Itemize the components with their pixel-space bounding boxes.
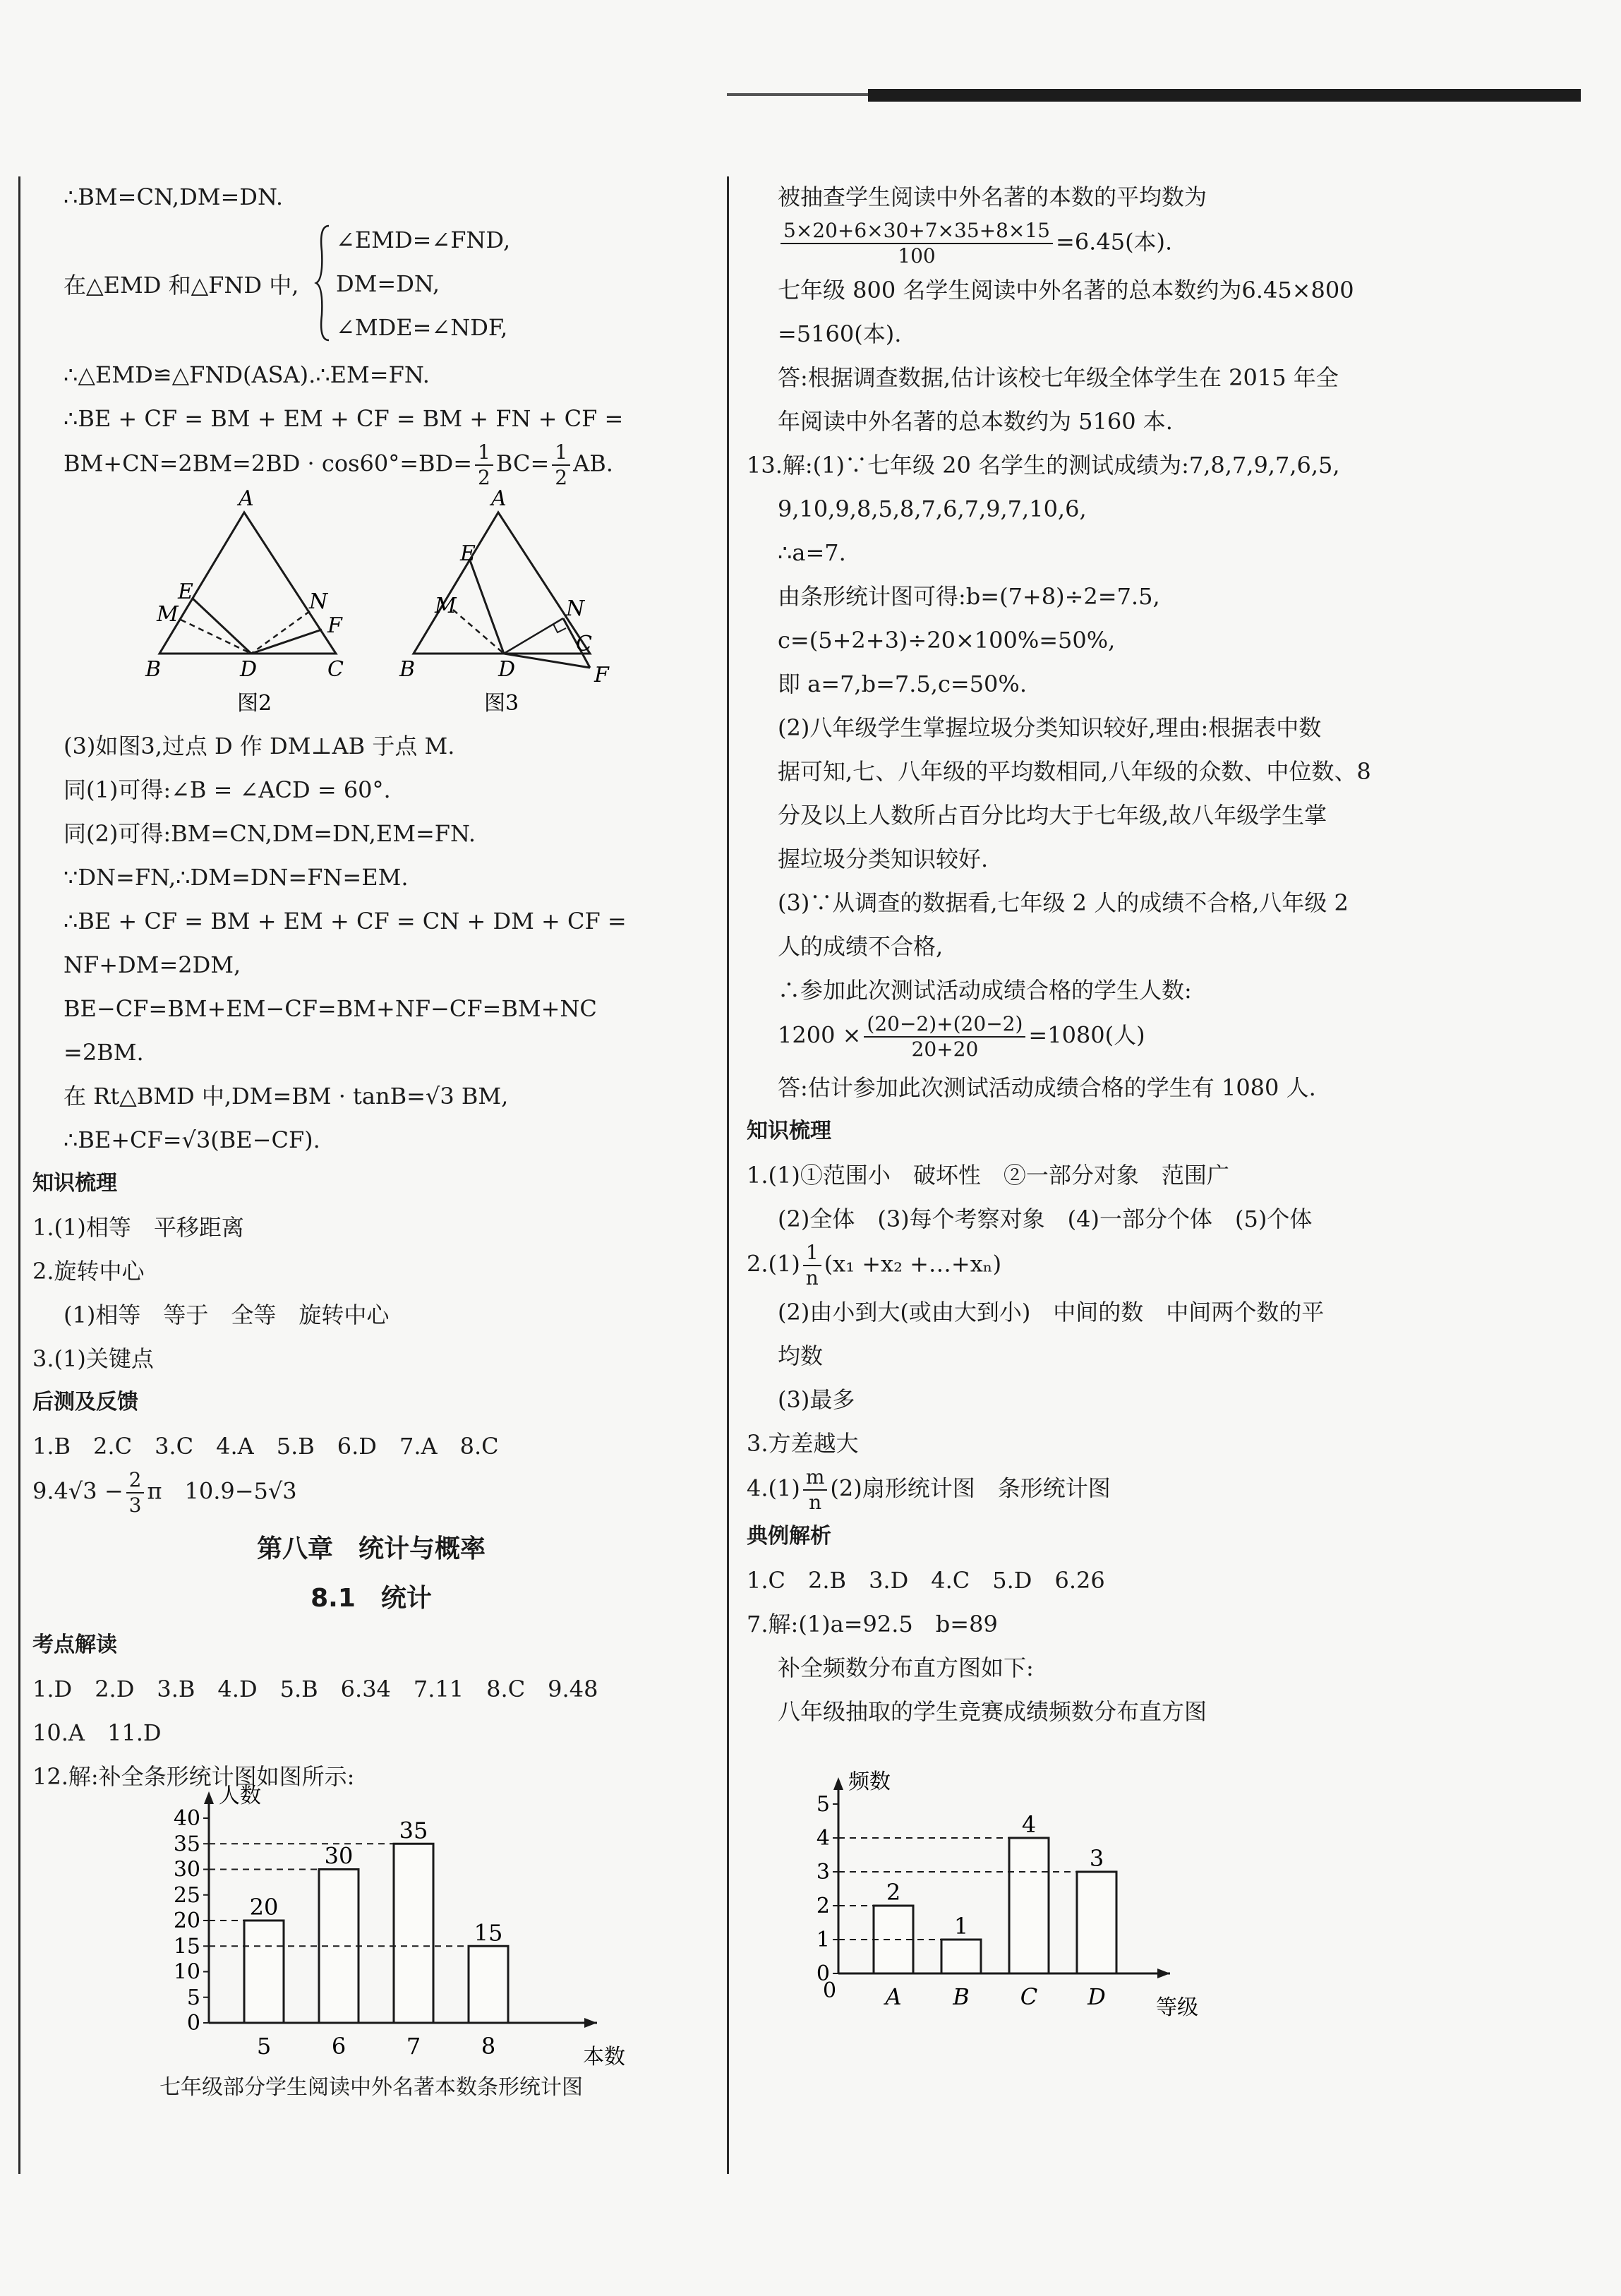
bar-chart-grade7 — [32, 1784, 710, 2074]
x-tick-label: D — [1087, 1983, 1106, 2010]
text-line: ∴a=7. — [778, 539, 846, 566]
left-brace-icon — [315, 223, 330, 343]
answer-line: 12.解:补全条形统计图如图所示: — [32, 1763, 355, 1790]
y-axis-label: 人数 — [219, 1784, 261, 1808]
svg-text:D: D — [498, 657, 516, 682]
text-line: 3.方差越大 — [747, 1430, 859, 1457]
system-line: DM=DN, — [336, 270, 440, 297]
system-prefix: 在△EMD 和△FND 中, — [64, 272, 299, 299]
y-tick-label: 2 — [816, 1894, 830, 1918]
section-title: 8.1 统计 — [311, 1584, 432, 1613]
y-tick-label: 25 — [173, 1882, 200, 1908]
svg-text:D: D — [240, 657, 258, 682]
text-line: (1)相等 等于 全等 旋转中心 — [64, 1302, 390, 1328]
data-label: 4 — [1021, 1811, 1037, 1838]
text-line: 2.旋转中心 — [32, 1258, 145, 1285]
text-line: (2)全体 (3)每个考察对象 (4)一部分个体 (5)个体 — [778, 1206, 1313, 1232]
figure-3 — [399, 486, 610, 716]
x-axis-arrow-icon — [584, 2018, 597, 2028]
x-axis-label: 本数 — [583, 2045, 625, 2069]
y-tick-label: 5 — [816, 1792, 830, 1817]
fraction: $\frac{1}{n}$ — [803, 1241, 821, 1290]
fraction: $\frac{m}{n}$ — [803, 1465, 828, 1515]
system-line: ∠EMD=∠FND, — [336, 227, 511, 253]
svg-text:C: C — [576, 632, 592, 656]
system-line: ∠MDE=∠NDF, — [336, 314, 508, 341]
fig2-caption: 图2 — [237, 691, 272, 716]
histogram-grade8 — [747, 1733, 1424, 2020]
text-line: 即 a=7,b=7.5,c=50%. — [778, 671, 1027, 697]
text-line: (3)如图3,过点 D 作 DM⊥AB 于点 M. — [64, 733, 455, 759]
bar — [1009, 1838, 1049, 1973]
text-line: 答:估计参加此次测试活动成绩合格的学生有 1080 人. — [778, 1074, 1316, 1101]
section-heading: 知识梳理 — [32, 1171, 117, 1196]
left-margin-rule — [18, 176, 20, 2174]
y-tick-label: 20 — [173, 1909, 200, 1933]
y-axis-label: 频数 — [848, 1769, 891, 1794]
text-line: (2)由小到大(或由大到小) 中间的数 中间两个数的平 — [778, 1299, 1325, 1326]
text-line: 1.(1)①范围小 破坏性 ②一部分对象 范围广 — [747, 1162, 1229, 1189]
text-line: ∴BM=CN,DM=DN. — [64, 184, 284, 210]
answer-line: 7.解:(1)a=92.5 b=89 — [747, 1611, 998, 1637]
fraction: $\frac{1}{2}$ — [475, 440, 493, 490]
fraction: $\frac{5\times 20+6\times 30+7\times 35+8\times 15}{100}$ — [781, 219, 1053, 268]
svg-text:E: E — [178, 579, 193, 604]
text-line: 均数 — [778, 1342, 824, 1369]
header-rule-thin — [727, 93, 875, 96]
section-heading: 考点解读 — [32, 1633, 117, 1657]
bar — [469, 1946, 508, 2023]
answer-line: 10.A 11.D — [32, 1719, 162, 1746]
y-tick-label: 10 — [173, 1959, 200, 1985]
geometry-figures — [32, 486, 710, 724]
left-column — [32, 169, 710, 2100]
x-axis-label: 等级 — [1156, 1995, 1198, 2020]
svg-text:M: M — [157, 602, 179, 627]
text-line: 年阅读中外名著的总本数约为 5160 本. — [778, 408, 1173, 435]
data-label: 1 — [953, 1913, 969, 1940]
fraction: $\frac{(20-2)+(20-2)}{20+20}$ — [864, 1012, 1025, 1062]
svg-text:B: B — [399, 657, 416, 682]
svg-text:N: N — [309, 589, 328, 614]
y-tick-label: 30 — [173, 1857, 200, 1882]
header-rule — [868, 89, 1581, 102]
text-line: 分及以上人数所占百分比均大于七年级,故八年级学生掌 — [778, 802, 1327, 829]
chart2-title: 八年级抽取的学生竞赛成绩频数分布直方图 — [778, 1698, 1207, 1725]
text-line: ∴BE+CF=√3(BE−CF). — [64, 1126, 320, 1153]
text-line: 握垃圾分类知识较好. — [778, 846, 989, 872]
svg-text:B: B — [145, 657, 162, 682]
bar — [1077, 1872, 1116, 1973]
y-tick-label: 5 — [186, 1985, 200, 2010]
answer-line: 1.D 2.D 3.B 4.D 5.B 6.34 7.11 8.C 9.48 — [32, 1676, 598, 1702]
text-line: 同(1)可得:∠B = ∠ACD = 60°. — [64, 776, 391, 803]
svg-text:N: N — [566, 596, 585, 621]
data-label: 15 — [474, 1919, 503, 1947]
y-tick-label: 40 — [173, 1806, 200, 1831]
y-tick-label: 3 — [816, 1860, 830, 1885]
text-line: ∴参加此次测试活动成绩合格的学生人数: — [778, 977, 1192, 1004]
svg-text:E: E — [460, 541, 476, 566]
text-line: 3.(1)关键点 — [32, 1345, 154, 1372]
text-line: (3)最多 — [778, 1386, 855, 1413]
text-line: 答:根据调查数据,估计该校七年级全体学生在 2015 年全 — [778, 364, 1339, 391]
right-column — [747, 175, 1424, 2020]
text-line: (3)∵从调查的数据看,七年级 2 人的成绩不合格,八年级 2 — [778, 889, 1349, 916]
x-tick-label: 8 — [481, 2033, 496, 2060]
x-axis-arrow-icon — [1157, 1969, 1170, 1978]
y-tick-label: 4 — [816, 1826, 830, 1851]
section-heading: 后测及反馈 — [32, 1390, 138, 1414]
bar — [394, 1844, 433, 2023]
data-label: 20 — [249, 1894, 279, 1921]
text-line: =2BM. — [64, 1039, 144, 1066]
x-tick-label: C — [1020, 1983, 1038, 2010]
chart1-caption: 七年级部分学生阅读中外名著本数条形统计图 — [159, 2075, 583, 2100]
section-heading: 典例解析 — [747, 1524, 831, 1549]
text-line: 人的成绩不合格, — [778, 933, 944, 960]
formula-line: 2.(1) $\frac{1}{n}$ (x₁ +x₂ +…+xₙ) — [747, 1241, 1002, 1290]
text-line: 被抽查学生阅读中外名著的本数的平均数为 — [778, 184, 1207, 210]
y-tick-label: 15 — [173, 1934, 200, 1959]
section-heading: 知识梳理 — [747, 1119, 831, 1143]
text-line: ∵DN=FN,∴DM=DN=FN=EM. — [64, 864, 409, 891]
answer-line: 1.C 2.B 3.D 4.C 5.D 6.26 — [747, 1567, 1105, 1594]
svg-text:F: F — [327, 613, 342, 638]
x-tick-label: 6 — [331, 2033, 347, 2060]
text-line: 七年级 800 名学生阅读中外名著的总本数约为6.45×800 — [778, 277, 1354, 303]
x-tick-label: B — [953, 1983, 970, 2010]
text-line: 在 Rt△BMD 中,DM=BM · tanB=√3 BM, — [64, 1083, 509, 1110]
text-line: 据可知,七、八年级的平均数相同,八年级的众数、中位数、8 — [778, 758, 1371, 785]
bar — [244, 1921, 284, 2023]
data-label: 3 — [1089, 1845, 1104, 1872]
text-line: BE−CF=BM+EM−CF=BM+NF−CF=BM+NC — [64, 995, 597, 1022]
figure-2 — [145, 486, 344, 716]
text-line: 补全频数分布直方图如下: — [778, 1654, 1034, 1681]
fig3-caption: 图3 — [484, 691, 519, 716]
x-tick-label: A — [885, 1983, 902, 2010]
svg-text:M: M — [435, 594, 457, 618]
text-line: 13.解:(1)∵七年级 20 名学生的测试成绩为:7,8,7,9,7,6,5, — [747, 452, 1340, 479]
answer-line: 9.4√3 − $\frac{2}{3}$ π 10.9−5√3 — [32, 1468, 297, 1517]
svg-text:A: A — [239, 486, 254, 511]
text-line: 9,10,9,8,5,8,7,6,7,9,7,10,6, — [778, 495, 1087, 522]
text-line: NF+DM=2DM, — [64, 951, 241, 978]
congruence-system — [32, 219, 710, 353]
column-divider — [727, 176, 729, 2174]
y-tick-label: 0 — [186, 2011, 200, 2036]
text-line: =5160(本). — [778, 320, 902, 347]
svg-text:F: F — [594, 663, 609, 687]
data-label: 2 — [886, 1879, 901, 1906]
text-line: 由条形统计图可得:b=(7+8)÷2=7.5, — [778, 583, 1160, 610]
formula-line: BM+CN=2BM=2BD · cos60°=BD= $\frac{1}{2}$ BC= $\frac{1}{2}$ AB. — [64, 440, 613, 489]
text-line: c=(5+2+3)÷20×100%=50%, — [778, 627, 1116, 654]
bar — [941, 1940, 981, 1973]
text-line: 同(2)可得:BM=CN,DM=DN,EM=FN. — [64, 820, 476, 847]
svg-text:A: A — [491, 486, 507, 511]
text-line: ∴△EMD≌△FND(ASA).∴EM=FN. — [64, 361, 430, 388]
text-line: (2)八年级学生掌握垃圾分类知识较好,理由:根据表中数 — [778, 714, 1322, 741]
text-line: 1.(1)相等 平移距离 — [32, 1214, 244, 1241]
formula-line: 1200 × $\frac{(20-2)+(20-2)}{20+20}$ =1080(人) — [778, 1012, 1145, 1061]
answer-line: 1.B 2.C 3.C 4.A 5.B 6.D 7.A 8.C — [32, 1433, 499, 1460]
fraction: $\frac{1}{2}$ — [552, 440, 570, 490]
text-line: ∴BE + CF = BM + EM + CF = CN + DM + CF = — [64, 908, 627, 934]
x-tick-label: 7 — [406, 2033, 421, 2060]
data-label: 35 — [399, 1817, 428, 1844]
x-tick-label: 5 — [256, 2033, 272, 2060]
y-tick-label: 35 — [173, 1832, 200, 1857]
data-label: 30 — [324, 1842, 354, 1870]
text-line: ∴BE + CF = BM + EM + CF = BM + FN + CF = — [64, 405, 624, 432]
y-tick-label: 0 — [816, 1961, 830, 1986]
y-axis-arrow-icon — [833, 1777, 843, 1790]
origin-label: 0 — [823, 1978, 837, 2003]
formula-line: $\frac{5\times 20+6\times 30+7\times 35+8\times 15}{100}$ =6.45(本). — [747, 219, 1424, 268]
formula-line: 4.(1) $\frac{m}{n}$ (2)扇形统计图 条形统计图 — [747, 1465, 1111, 1514]
svg-text:C: C — [327, 657, 344, 682]
fraction: $\frac{2}{3}$ — [126, 1468, 145, 1517]
y-tick-label: 1 — [816, 1928, 830, 1952]
chapter-title: 第八章 统计与概率 — [256, 1534, 486, 1563]
